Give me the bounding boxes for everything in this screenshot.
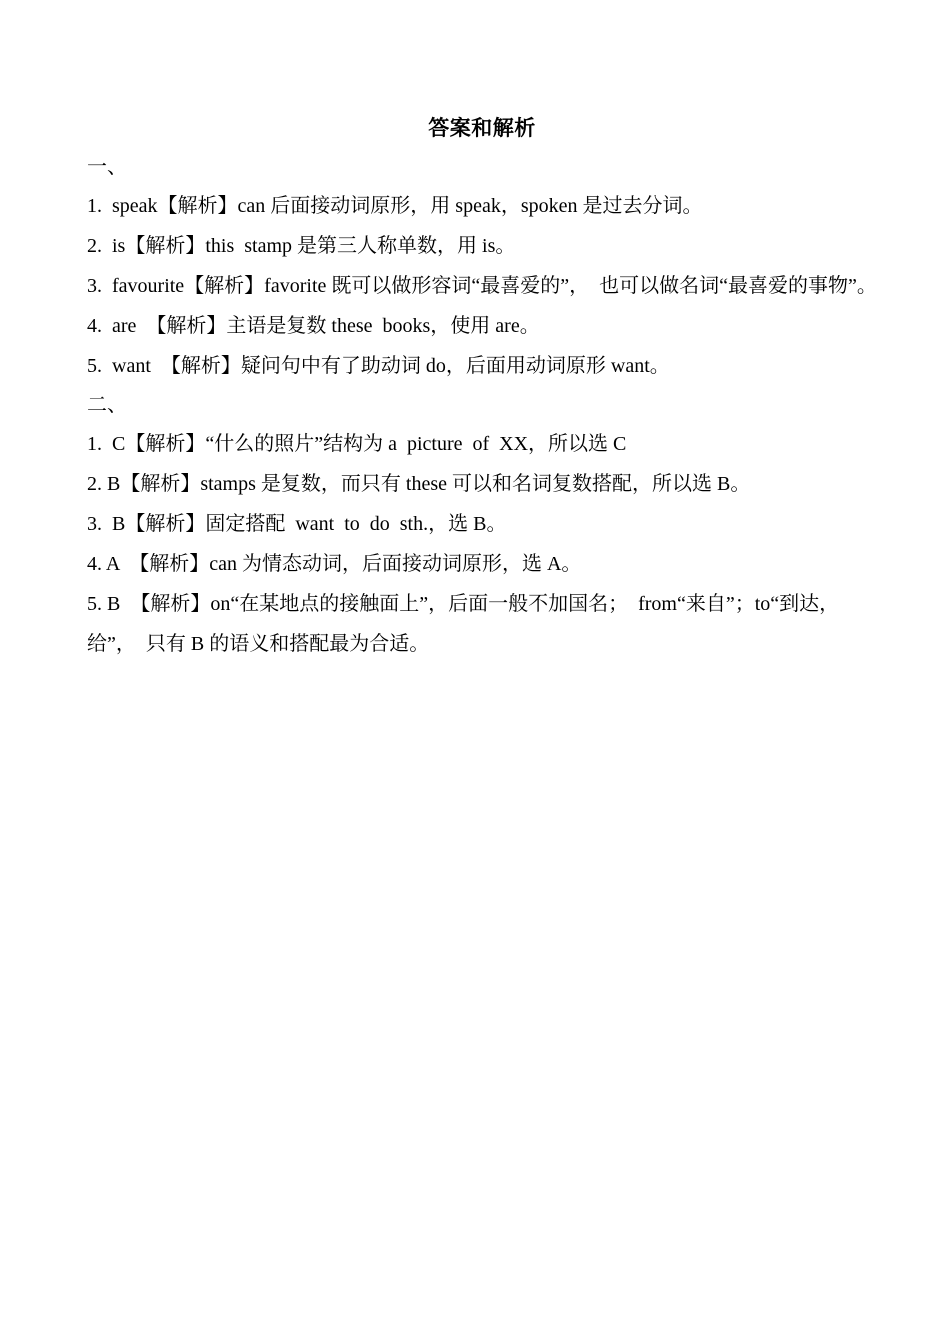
section-heading: 二、 bbox=[87, 394, 127, 416]
answer-item: 1. speak【解析】can 后面接动词原形，用 speak，spoken 是过去分词。 bbox=[87, 195, 703, 217]
answer-item: 5. want 【解析】疑问句中有了助动词 do，后面用动词原形 want。 bbox=[87, 355, 670, 377]
section-two bbox=[87, 386, 877, 664]
answer-item: 1. C【解析】“什么的照片”结构为 a picture of XX，所以选 C bbox=[87, 433, 627, 455]
answer-item: 4. A 【解析】can 为情态动词，后面接动词原形，选 A。 bbox=[87, 553, 582, 575]
answer-item: 2. is【解析】this stamp 是第三人称单数，用 is。 bbox=[87, 235, 516, 257]
answer-sheet bbox=[87, 110, 877, 664]
section-one bbox=[87, 148, 877, 386]
page-title: 答案和解析 bbox=[428, 116, 536, 140]
answer-item: 2. B【解析】stamps 是复数，而只有 these 可以和名词复数搭配，所以选 B。 bbox=[87, 473, 751, 495]
answer-item: 3. favourite【解析】favorite 既可以做形容词“最喜爱的”， 也可以做名词“最喜爱的事物”。 bbox=[87, 275, 877, 297]
answer-item: 4. are 【解析】主语是复数 these books，使用 are。 bbox=[87, 315, 540, 337]
answer-item: 3. B【解析】固定搭配 want to do sth.，选 B。 bbox=[87, 513, 507, 535]
section-heading: 一、 bbox=[87, 156, 127, 178]
answer-item: 5. B 【解析】on“在某地点的接触面上”，后面一般不加国名； from“来自”；to“到达，给”， 只有 B 的语义和搭配最为合适。 bbox=[87, 593, 840, 655]
